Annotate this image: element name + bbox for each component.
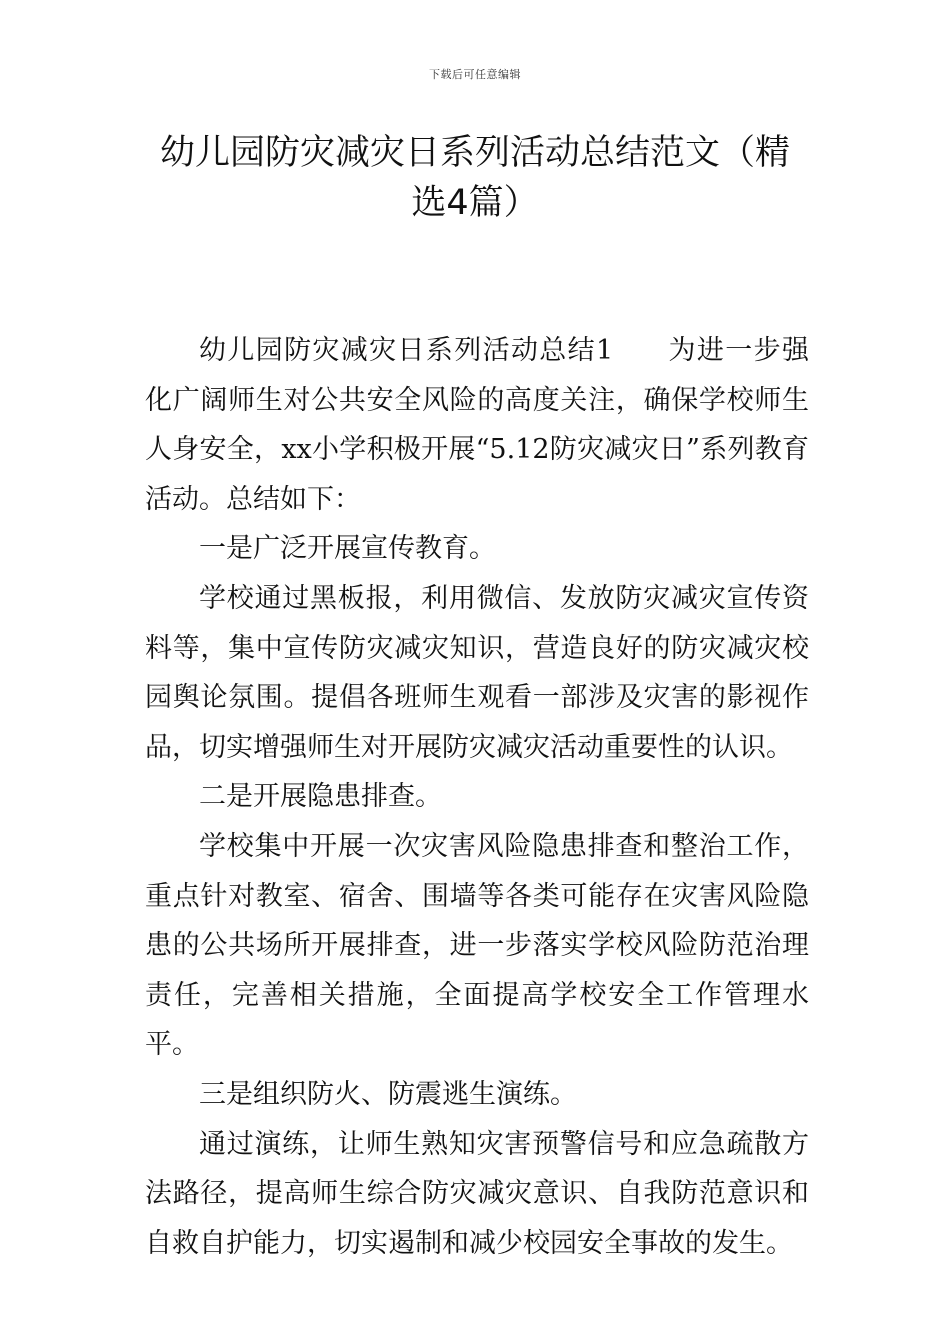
intro-text: 为进一步强化广阔师生对公共安全风险的高度关注，确保学校师生人身安全，xx小学积极开展“5.12防灾减灾日”系列教育活动。总结如下： — [145, 335, 809, 515]
paragraph-intro — [145, 326, 809, 524]
document-body — [145, 326, 809, 1268]
paragraph-point1-body: 学校通过黑板报，利用微信、发放防灾减灾宣传资料等，集中宣传防灾减灾知识，营造良好的防灾减灾校园舆论氛围。提倡各班师生观看一部涉及灾害的影视作品，切实增强师生对开展防灾减灾活动重要性的认识。 — [145, 582, 809, 763]
title-line-1: 幼儿园防灾减灾日系列活动总结范文（精 — [159, 133, 790, 173]
header-note: 下载后可任意编辑 — [429, 68, 521, 81]
paragraph-point2-heading: 二是开展隐患排查。 — [199, 781, 442, 813]
paragraph-point2-body: 学校集中开展一次灾害风险隐患排查和整治工作，重点针对教室、宿舍、围墙等各类可能存在灾害风险隐患的公共场所开展排查，进一步落实学校风险防范治理责任，完善相关措施，全面提高学校安全工作管理水平。 — [145, 830, 809, 1061]
section-heading: 幼儿园防灾减灾日系列活动总结1 — [199, 335, 614, 366]
paragraph-point3-body: 通过演练，让师生熟知灾害预警信号和应急疏散方法路径，提高师生综合防灾减灾意识、自我防范意识和自救自护能力，切实遏制和减少校园安全事故的发生。 — [145, 1128, 809, 1259]
document-title — [140, 128, 810, 228]
title-line-2: 选4篇） — [411, 183, 539, 223]
paragraph-point3-heading: 三是组织防火、防震逃生演练。 — [199, 1078, 577, 1110]
paragraph-point1-heading: 一是广泛开展宣传教育。 — [199, 533, 496, 565]
